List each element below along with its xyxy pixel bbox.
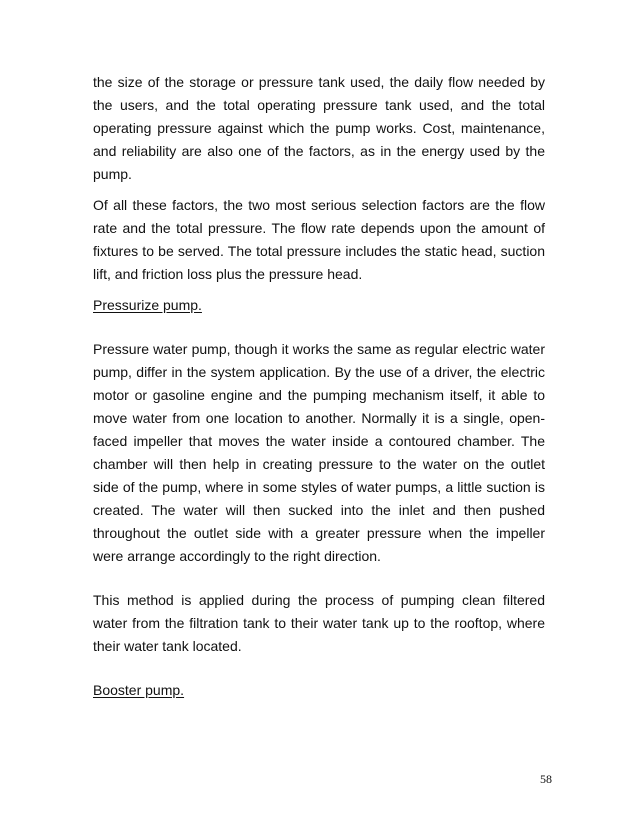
heading-pressurize-pump: Pressurize pump. xyxy=(93,297,202,313)
page-body xyxy=(93,71,545,702)
paragraph-pressure-water-pump: Pressure water pump, though it works the same as regular electric water pump, differ in the system application. By the use of a driver, the electric motor or gasoline engine and the pumping mechanism itself, it able to move water from one location to another. Normally it is a single, open-faced impeller that moves the water inside a contoured chamber. The chamber will then help in creating pressure to the water on the outlet side of the pump, where in some styles of water pumps, a little suction is created. The water will then sucked into the inlet and then pushed throughout the outlet side with a greater pressure when the impeller were arrange accordingly to the right direction. xyxy=(93,341,545,564)
heading-booster-pump: Booster pump. xyxy=(93,682,185,698)
paragraph-selection-factors: Of all these factors, the two most serious selection factors are the flow rate and the total pressure. The flow rate depends upon the amount of fixtures to be served. The total pressure includes the static head, suction lift, and friction loss plus the pressure head. xyxy=(93,197,545,282)
paragraph-storage-tank: the size of the storage or pressure tank used, the daily flow needed by the users, and the total operating pressure tank used, and the total operating pressure against which the pump works. Cost, maintenance, and reliability are also one of the factors, as in the energy used by the pump. xyxy=(93,74,545,182)
paragraph-method-applied: This method is applied during the process of pumping clean filtered water from the filtration tank to their water tank up to the rooftop, where their water tank located. xyxy=(93,592,545,654)
page-number: 58 xyxy=(540,772,552,786)
